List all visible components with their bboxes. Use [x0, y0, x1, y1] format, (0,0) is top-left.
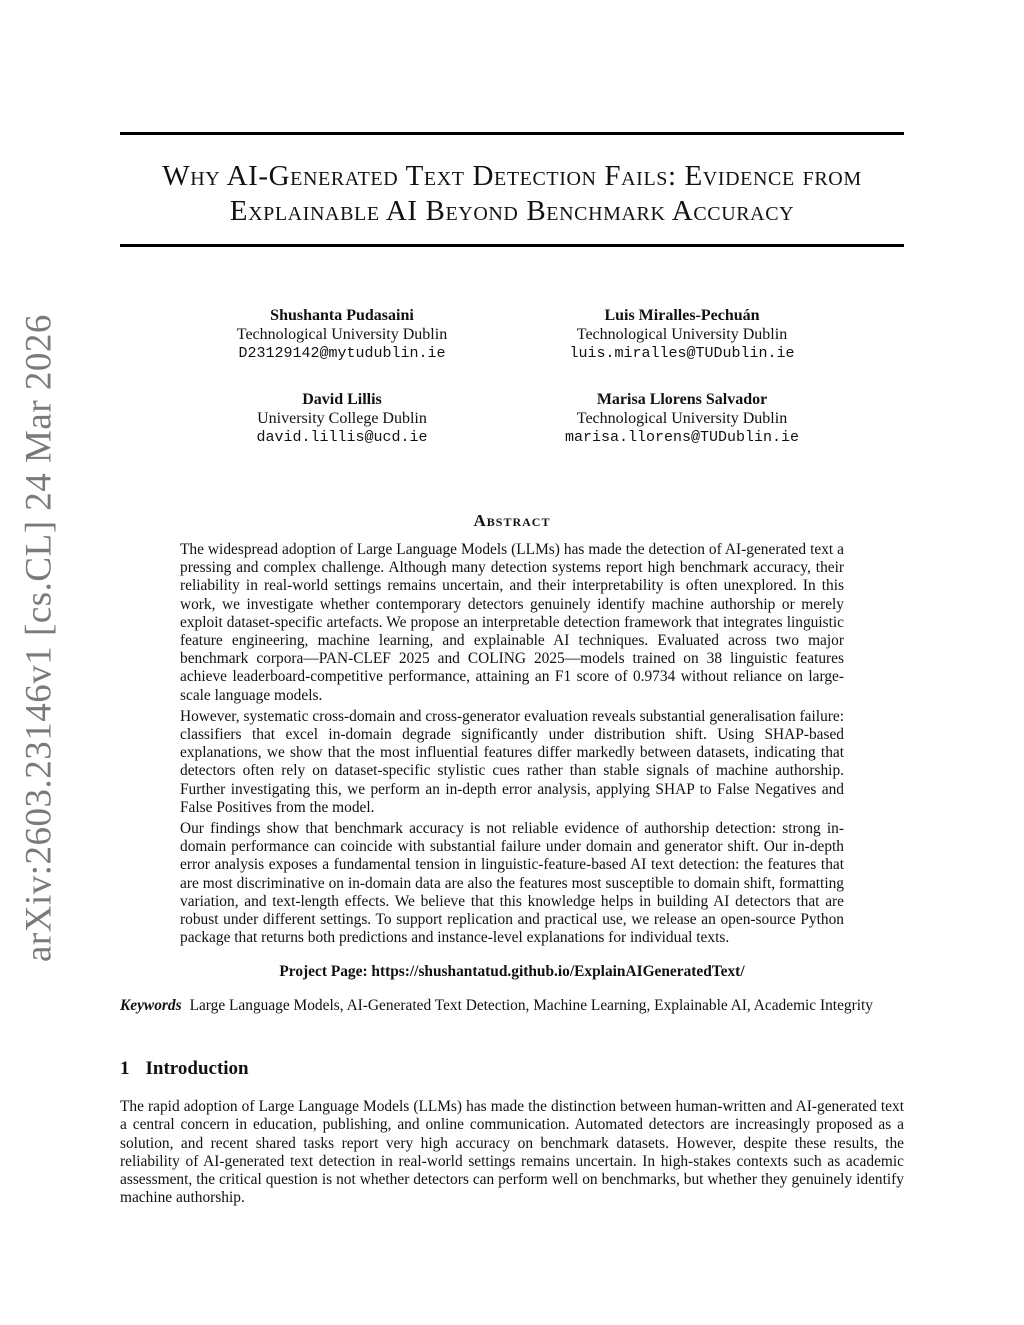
- abstract-paragraph: However, systematic cross-domain and cross-generator evaluation reveals substantial generalisation failure: classifiers that excel in-domain degrade significantly under distribution shift. Using SHAP-based explanations, we show that the most influential features differ markedly between datasets, indicating that detectors often rely on dataset-specific stylistic cues rather than stable signals of machine authorship. Further investigating this, we perform an in-depth error analysis, applying SHAP to False Negatives and False Positives from the model.: [180, 707, 844, 816]
- author-block: [502, 306, 862, 363]
- author-affiliation: Technological University Dublin: [576, 326, 788, 343]
- author-name: David Lillis: [302, 391, 382, 408]
- title-rule-bottom: [120, 244, 904, 247]
- author-block: [162, 390, 522, 447]
- keywords-label: Keywords: [120, 997, 182, 1014]
- author-email: luis.miralles@TUDublin.ie: [569, 345, 795, 362]
- author-email: david.lillis@ucd.ie: [256, 429, 428, 446]
- author-affiliation: University College Dublin: [257, 410, 427, 427]
- project-page-link[interactable]: Project Page: https://shushantatud.github.io/ExplainAIGeneratedText/: [279, 963, 745, 980]
- title-rule-top: [120, 132, 904, 135]
- section-number: 1: [120, 1058, 130, 1079]
- section-title: Introduction: [145, 1058, 249, 1079]
- author-name: Marisa Llorens Salvador: [596, 391, 768, 408]
- paper-title: Why AI-Generated Text Detection Fails: Evidence from Explainable AI Beyond Benchmark Accuracy: [162, 160, 862, 227]
- abstract-paragraph: Our findings show that benchmark accuracy is not reliable evidence of authorship detection: strong in-domain performance can coincide with substantial failure under domain and generator shift. Our in-depth error analysis exposes a fundamental tension in linguistic-feature-based AI text detection: the features that are most discriminative on in-domain data are also the features most susceptible to domain shift, formatting variation, and text-length effects. We believe that this knowledge helps in building AI detectors that are robust under different settings. To support replication and practical use, we release an open-source Python package that returns both predictions and instance-level explanations for individual texts.: [180, 820, 844, 947]
- introduction-paragraph: The rapid adoption of Large Language Models (LLMs) has made the distinction between human-written and AI-generated text a central concern in education, publishing, and online communication. Automated detectors are increasingly proposed as a solution, and recent shared tasks report very high accuracy on benchmark datasets. However, despite these results, the reliability of AI-generated text detection in real-world settings remains uncertain. In high-stakes contexts such as academic assessment, the critical question is not whether detectors can perform well on benchmarks, but whether they genuinely identify machine authorship.: [120, 1098, 904, 1207]
- abstract-body: [180, 541, 844, 950]
- author-name: Shushanta Pudasaini: [270, 307, 414, 324]
- author-name: Luis Miralles-Pechuán: [604, 307, 760, 324]
- author-block: [162, 306, 522, 363]
- keywords-text: Large Language Models, AI-Generated Text Detection, Machine Learning, Explainable AI, Academic Integrity: [189, 997, 873, 1014]
- author-block: [502, 390, 862, 447]
- author-affiliation: Technological University Dublin: [236, 326, 448, 343]
- author-email: D23129142@mytudublin.ie: [238, 345, 446, 362]
- arxiv-sidebar: [8, 314, 70, 962]
- abstract-paragraph: The widespread adoption of Large Language Models (LLMs) has made the detection of AI-generated text a pressing and complex challenge. Although many detection systems report high benchmark accuracy, their reliability in real-world settings remains uncertain, and their interpretability is often unexplored. In this work, we investigate whether contemporary detectors genuinely identify machine authorship or merely exploit dataset-specific artefacts. We propose an interpretable detection framework that integrates linguistic feature engineering, machine learning, and explainable AI techniques. Evaluated across two major benchmark corpora—PAN-CLEF 2025 and COLING 2025—models trained on 38 linguistic features achieve leaderboard-competitive performance, attaining an F1 score of 0.9734 without reliance on large-scale language models.: [180, 541, 844, 704]
- keywords: [120, 996, 904, 1015]
- author-affiliation: Technological University Dublin: [576, 410, 788, 427]
- abstract-heading: Abstract: [473, 511, 551, 530]
- author-email: marisa.llorens@TUDublin.ie: [564, 429, 800, 446]
- section-heading-introduction: [120, 1058, 249, 1080]
- arxiv-identifier: arXiv:2603.23146v1 [cs.CL] 24 Mar 2026: [18, 314, 60, 962]
- introduction-body: [120, 1098, 904, 1208]
